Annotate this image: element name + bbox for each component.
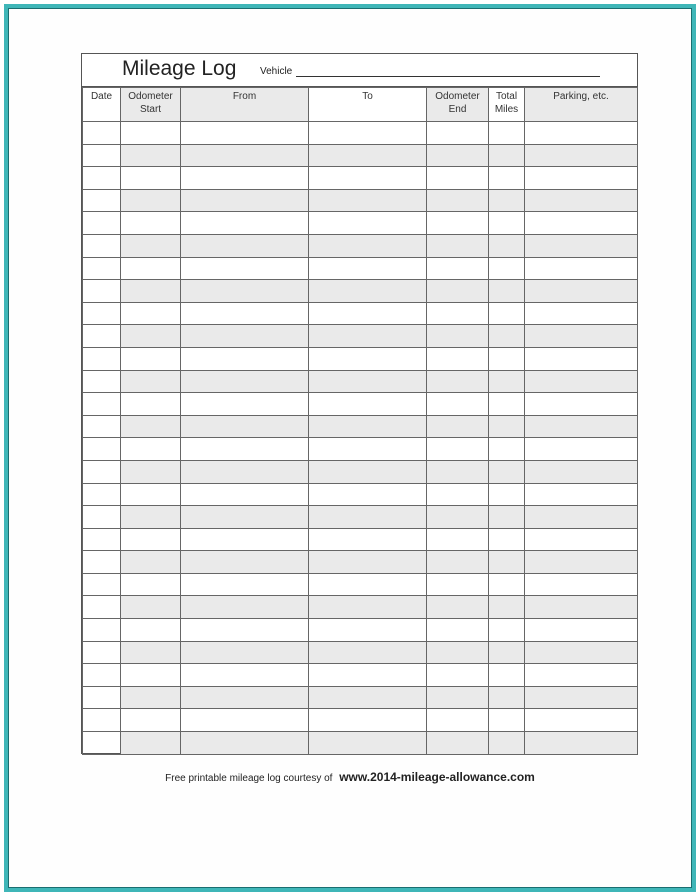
table-cell[interactable]	[427, 393, 489, 416]
vehicle-field[interactable]	[296, 76, 600, 77]
table-cell[interactable]	[489, 528, 525, 551]
table-cell[interactable]	[309, 144, 427, 167]
table-cell[interactable]	[121, 144, 181, 167]
table-cell[interactable]	[121, 596, 181, 619]
table-cell[interactable]	[525, 302, 638, 325]
table-row	[83, 732, 638, 755]
log-table	[82, 87, 638, 755]
table-cell[interactable]	[121, 280, 181, 303]
table-cell[interactable]	[83, 686, 121, 709]
footer-text: Free printable mileage log courtesy of	[165, 773, 333, 784]
table-cell[interactable]	[489, 664, 525, 687]
table-cell[interactable]	[427, 551, 489, 574]
table-cell[interactable]	[309, 212, 427, 235]
table-cell[interactable]	[83, 619, 121, 642]
table-cell[interactable]	[181, 619, 309, 642]
column-header: Total Miles	[489, 88, 525, 122]
table-row	[83, 641, 638, 664]
table-cell[interactable]	[427, 234, 489, 257]
table-cell[interactable]	[309, 415, 427, 438]
table-cell[interactable]	[427, 167, 489, 190]
table-cell[interactable]	[309, 122, 427, 145]
table-cell[interactable]	[309, 370, 427, 393]
table-cell[interactable]	[525, 280, 638, 303]
table-cell[interactable]	[525, 641, 638, 664]
table-cell[interactable]	[83, 460, 121, 483]
table-cell[interactable]	[489, 234, 525, 257]
column-header: Odometer End	[427, 88, 489, 122]
table-cell[interactable]	[121, 528, 181, 551]
column-header: To	[309, 88, 427, 122]
table-cell[interactable]	[121, 234, 181, 257]
table-cell[interactable]	[525, 460, 638, 483]
table-cell[interactable]	[489, 167, 525, 190]
table-cell[interactable]	[427, 573, 489, 596]
table-cell[interactable]	[83, 393, 121, 416]
table-cell[interactable]	[83, 506, 121, 529]
table-cell[interactable]	[83, 122, 121, 145]
table-cell[interactable]	[181, 212, 309, 235]
table-cell[interactable]	[181, 573, 309, 596]
table-cell[interactable]	[489, 212, 525, 235]
table-cell[interactable]	[83, 664, 121, 687]
table-cell[interactable]	[525, 189, 638, 212]
table-cell[interactable]	[181, 370, 309, 393]
table-cell[interactable]	[181, 506, 309, 529]
table-cell[interactable]	[83, 257, 121, 280]
table-cell[interactable]	[181, 325, 309, 348]
table-cell[interactable]	[427, 596, 489, 619]
table-cell[interactable]	[489, 460, 525, 483]
table-cell[interactable]	[121, 619, 181, 642]
table-cell[interactable]	[309, 596, 427, 619]
table-row	[83, 483, 638, 506]
column-header: Date	[83, 88, 121, 122]
table-cell[interactable]	[309, 257, 427, 280]
table-cell[interactable]	[489, 144, 525, 167]
table-cell[interactable]	[489, 619, 525, 642]
table-cell[interactable]	[181, 596, 309, 619]
table-cell[interactable]	[525, 122, 638, 145]
title-row	[82, 54, 637, 87]
table-cell[interactable]	[427, 506, 489, 529]
table-cell[interactable]	[427, 212, 489, 235]
table-cell[interactable]	[489, 596, 525, 619]
table-cell[interactable]	[525, 664, 638, 687]
table-row	[83, 664, 638, 687]
table-row	[83, 393, 638, 416]
table-cell[interactable]	[309, 686, 427, 709]
table-cell[interactable]	[83, 641, 121, 664]
table-cell[interactable]	[489, 641, 525, 664]
table-row	[83, 438, 638, 461]
table-row	[83, 212, 638, 235]
table-row	[83, 686, 638, 709]
table-cell[interactable]	[489, 393, 525, 416]
column-header: From	[181, 88, 309, 122]
table-cell[interactable]	[309, 709, 427, 732]
table-cell[interactable]	[525, 393, 638, 416]
log-body	[83, 122, 638, 755]
table-cell[interactable]	[309, 460, 427, 483]
table-cell[interactable]	[489, 302, 525, 325]
table-cell[interactable]	[427, 122, 489, 145]
table-cell[interactable]	[427, 189, 489, 212]
table-cell[interactable]	[525, 732, 638, 755]
table-cell[interactable]	[181, 641, 309, 664]
table-cell[interactable]	[181, 732, 309, 755]
table-cell[interactable]	[181, 551, 309, 574]
table-cell[interactable]	[121, 393, 181, 416]
table-cell[interactable]	[83, 438, 121, 461]
table-cell[interactable]	[489, 280, 525, 303]
table-cell[interactable]	[525, 596, 638, 619]
table-row	[83, 347, 638, 370]
table-cell[interactable]	[121, 212, 181, 235]
table-cell[interactable]	[525, 709, 638, 732]
table-row	[83, 280, 638, 303]
table-cell[interactable]	[121, 483, 181, 506]
table-cell[interactable]	[427, 709, 489, 732]
table-cell[interactable]	[427, 732, 489, 755]
table-cell[interactable]	[121, 167, 181, 190]
table-cell[interactable]	[181, 393, 309, 416]
table-cell[interactable]	[489, 709, 525, 732]
table-cell[interactable]	[525, 506, 638, 529]
table-cell[interactable]	[121, 122, 181, 145]
table-cell[interactable]	[121, 641, 181, 664]
table-cell[interactable]	[489, 122, 525, 145]
table-row	[83, 325, 638, 348]
table-cell[interactable]	[427, 370, 489, 393]
footer	[0, 770, 700, 784]
table-cell[interactable]	[83, 234, 121, 257]
table-cell[interactable]	[525, 438, 638, 461]
page-title: Mileage Log	[122, 57, 237, 80]
table-cell[interactable]	[489, 257, 525, 280]
table-cell[interactable]	[427, 438, 489, 461]
table-cell[interactable]	[121, 189, 181, 212]
table-cell[interactable]	[83, 528, 121, 551]
table-cell[interactable]	[83, 189, 121, 212]
table-cell[interactable]	[309, 393, 427, 416]
table-cell[interactable]	[309, 732, 427, 755]
table-cell[interactable]	[309, 483, 427, 506]
table-cell[interactable]	[525, 325, 638, 348]
table-cell[interactable]	[427, 483, 489, 506]
table-cell[interactable]	[427, 641, 489, 664]
table-cell[interactable]	[181, 709, 309, 732]
table-cell[interactable]	[83, 483, 121, 506]
table-row	[83, 167, 638, 190]
table-cell[interactable]	[489, 551, 525, 574]
table-cell[interactable]	[83, 596, 121, 619]
table-cell[interactable]	[525, 234, 638, 257]
table-cell[interactable]	[309, 506, 427, 529]
table-cell[interactable]	[309, 573, 427, 596]
table-cell[interactable]	[181, 167, 309, 190]
table-cell[interactable]	[121, 709, 181, 732]
table-cell[interactable]	[181, 438, 309, 461]
table-cell[interactable]	[121, 347, 181, 370]
table-row	[83, 370, 638, 393]
table-cell[interactable]	[309, 167, 427, 190]
table-cell[interactable]	[121, 257, 181, 280]
table-cell[interactable]	[181, 460, 309, 483]
table-cell[interactable]	[525, 212, 638, 235]
table-row	[83, 122, 638, 145]
table-cell[interactable]	[83, 302, 121, 325]
table-cell[interactable]	[121, 506, 181, 529]
table-cell[interactable]	[489, 573, 525, 596]
table-cell[interactable]	[83, 280, 121, 303]
table-cell[interactable]	[309, 438, 427, 461]
table-cell[interactable]	[489, 415, 525, 438]
table-cell[interactable]	[83, 415, 121, 438]
table-cell[interactable]	[525, 551, 638, 574]
table-cell[interactable]	[309, 664, 427, 687]
table-cell[interactable]	[427, 257, 489, 280]
table-cell[interactable]	[83, 144, 121, 167]
table-cell[interactable]	[525, 370, 638, 393]
table-cell[interactable]	[489, 370, 525, 393]
table-cell[interactable]	[181, 302, 309, 325]
table-row	[83, 257, 638, 280]
table-cell[interactable]	[121, 438, 181, 461]
table-cell[interactable]	[181, 144, 309, 167]
table-cell[interactable]	[427, 280, 489, 303]
table-cell[interactable]	[427, 619, 489, 642]
table-cell[interactable]	[181, 528, 309, 551]
table-cell[interactable]	[309, 189, 427, 212]
table-cell[interactable]	[525, 257, 638, 280]
table-cell[interactable]	[525, 573, 638, 596]
table-cell[interactable]	[121, 686, 181, 709]
table-cell[interactable]	[309, 280, 427, 303]
table-cell[interactable]	[121, 325, 181, 348]
table-cell[interactable]	[181, 234, 309, 257]
table-cell[interactable]	[309, 619, 427, 642]
column-header: Parking, etc.	[525, 88, 638, 122]
table-cell[interactable]	[83, 551, 121, 574]
table-cell[interactable]	[525, 415, 638, 438]
table-cell[interactable]	[427, 664, 489, 687]
table-cell[interactable]	[525, 347, 638, 370]
table-cell[interactable]	[525, 619, 638, 642]
header-row	[83, 88, 638, 122]
table-row	[83, 144, 638, 167]
table-cell[interactable]	[121, 551, 181, 574]
table-row	[83, 528, 638, 551]
table-cell[interactable]	[181, 280, 309, 303]
table-cell[interactable]	[83, 325, 121, 348]
table-row	[83, 234, 638, 257]
table-cell[interactable]	[121, 302, 181, 325]
table-cell[interactable]	[309, 641, 427, 664]
table-cell[interactable]	[309, 234, 427, 257]
table-cell[interactable]	[427, 460, 489, 483]
vehicle-label: Vehicle	[260, 66, 293, 77]
table-cell[interactable]	[489, 506, 525, 529]
table-cell[interactable]	[489, 732, 525, 755]
table-cell[interactable]	[525, 483, 638, 506]
table-cell[interactable]	[427, 144, 489, 167]
table-cell[interactable]	[489, 325, 525, 348]
table-row	[83, 709, 638, 732]
table-cell[interactable]	[181, 122, 309, 145]
table-cell[interactable]	[309, 325, 427, 348]
table-cell[interactable]	[83, 709, 121, 732]
table-cell[interactable]	[309, 528, 427, 551]
table-row	[83, 415, 638, 438]
table-row	[83, 573, 638, 596]
table-cell[interactable]	[83, 732, 121, 755]
table-cell[interactable]	[121, 460, 181, 483]
table-row	[83, 302, 638, 325]
table-row	[83, 596, 638, 619]
table-cell[interactable]	[427, 415, 489, 438]
table-row	[83, 551, 638, 574]
table-cell[interactable]	[181, 347, 309, 370]
table-cell[interactable]	[181, 257, 309, 280]
table-cell[interactable]	[427, 325, 489, 348]
table-cell[interactable]	[309, 302, 427, 325]
table-cell[interactable]	[181, 189, 309, 212]
column-header: Odometer Start	[121, 88, 181, 122]
table-cell[interactable]	[181, 664, 309, 687]
table-cell[interactable]	[489, 438, 525, 461]
table-cell[interactable]	[121, 664, 181, 687]
table-cell[interactable]	[309, 347, 427, 370]
footer-link[interactable]: www.2014-mileage-allowance.com	[339, 770, 535, 784]
table-cell[interactable]	[181, 686, 309, 709]
table-cell[interactable]	[83, 167, 121, 190]
table-cell[interactable]	[83, 212, 121, 235]
table-cell[interactable]	[525, 167, 638, 190]
table-row	[83, 506, 638, 529]
table-cell[interactable]	[427, 302, 489, 325]
table-cell[interactable]	[181, 415, 309, 438]
table-cell[interactable]	[181, 483, 309, 506]
mileage-log-sheet	[81, 53, 638, 754]
table-cell[interactable]	[309, 551, 427, 574]
table-cell[interactable]	[83, 370, 121, 393]
table-cell[interactable]	[525, 686, 638, 709]
table-cell[interactable]	[525, 528, 638, 551]
table-cell[interactable]	[121, 732, 181, 755]
table-cell[interactable]	[121, 573, 181, 596]
table-cell[interactable]	[427, 686, 489, 709]
table-cell[interactable]	[489, 347, 525, 370]
table-cell[interactable]	[121, 370, 181, 393]
table-cell[interactable]	[427, 528, 489, 551]
table-cell[interactable]	[489, 189, 525, 212]
table-cell[interactable]	[427, 347, 489, 370]
table-row	[83, 460, 638, 483]
table-row	[83, 189, 638, 212]
table-cell[interactable]	[83, 573, 121, 596]
table-row	[83, 619, 638, 642]
table-cell[interactable]	[489, 483, 525, 506]
table-cell[interactable]	[489, 686, 525, 709]
table-cell[interactable]	[525, 144, 638, 167]
table-cell[interactable]	[121, 415, 181, 438]
table-cell[interactable]	[83, 347, 121, 370]
